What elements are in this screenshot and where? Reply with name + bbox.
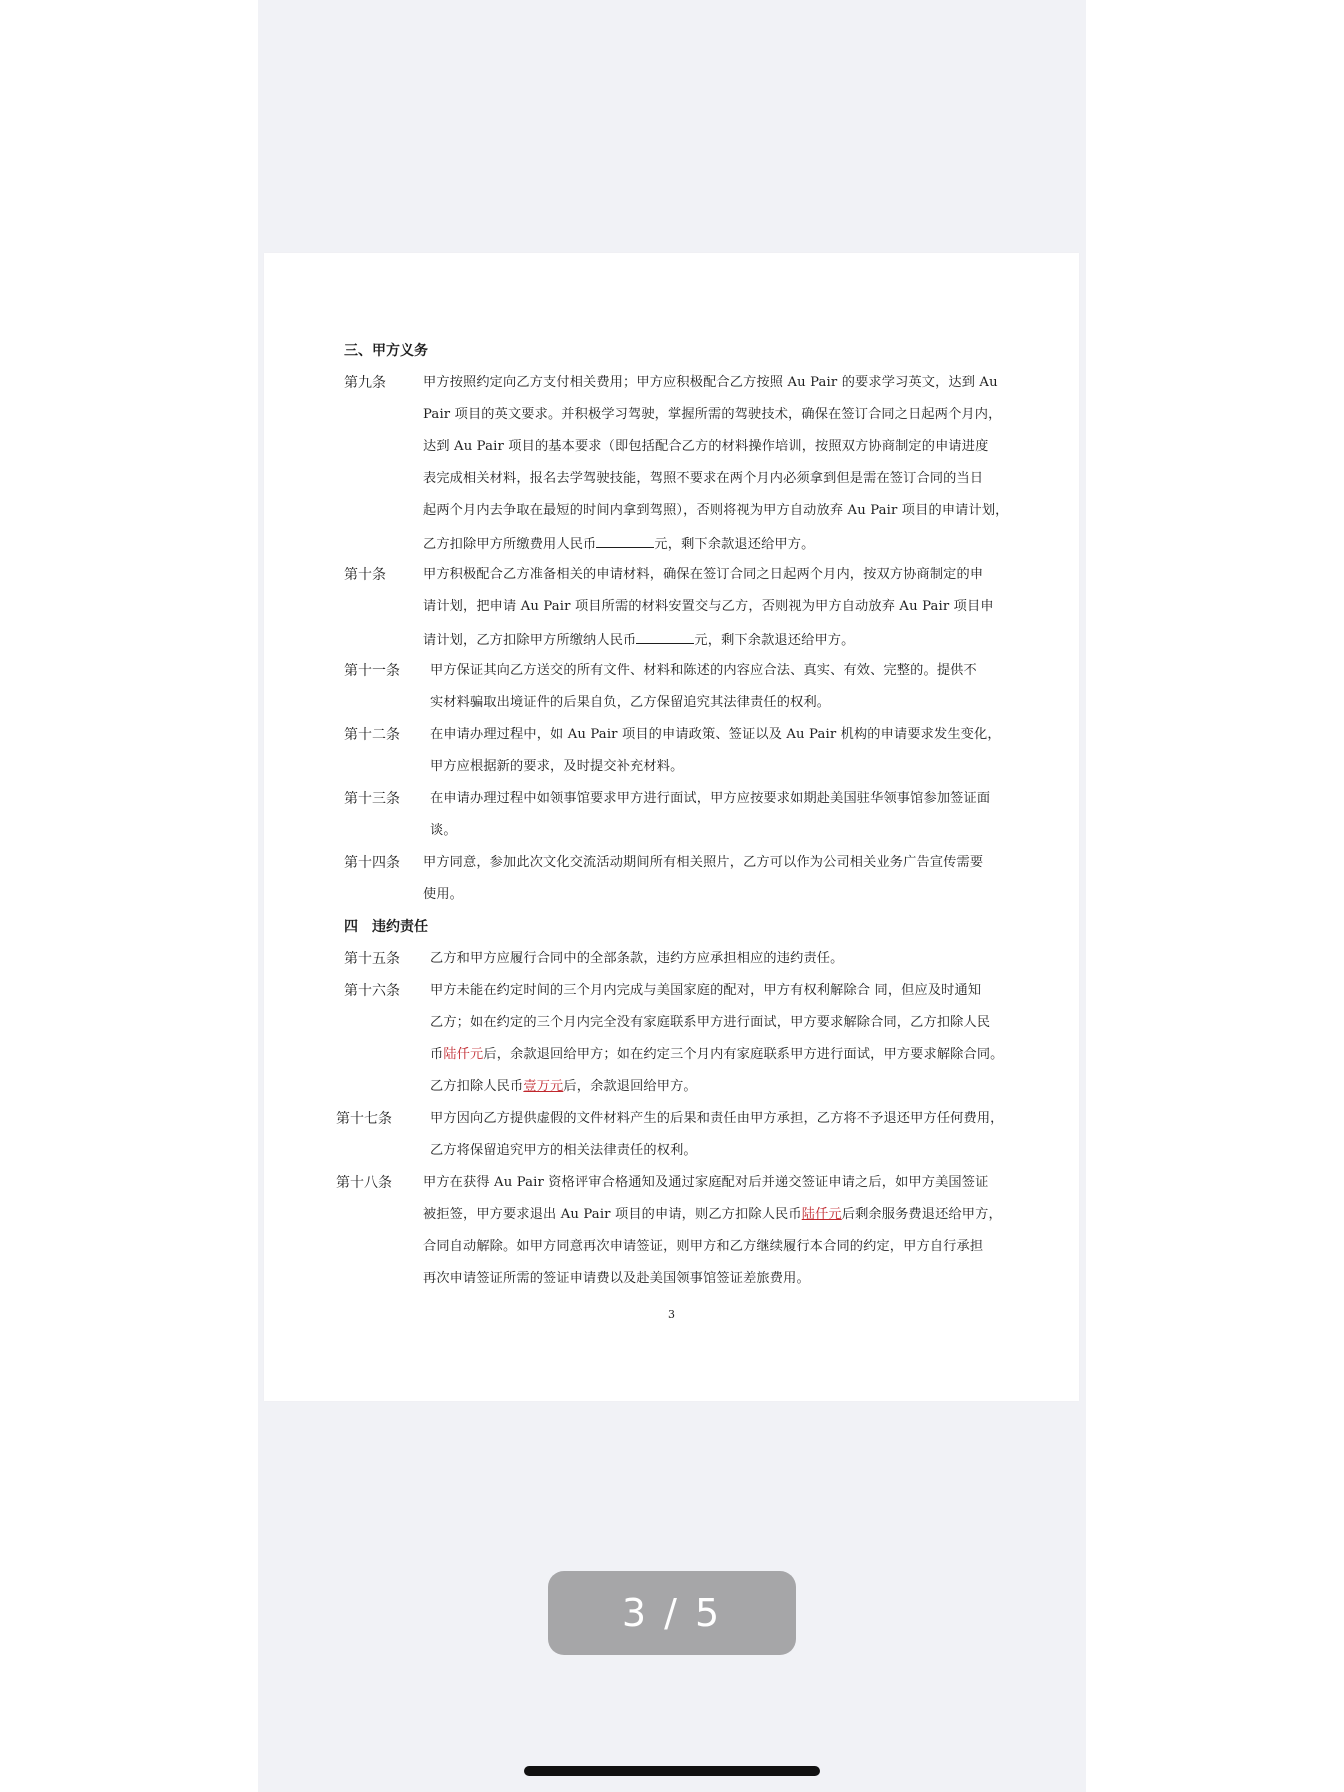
- clause-10-line-3-a: 请计划，乙方扣除甲方所缴纳人民币: [423, 633, 637, 648]
- clause-16-line-3-a: 币: [430, 1047, 444, 1062]
- highlighted-amount: 壹万元: [523, 1079, 564, 1094]
- clause-11-label: 第十一条: [344, 663, 400, 679]
- clause-16-label: 第十六条: [344, 983, 400, 999]
- clause-16-line-3-b: 后，余款退回给甲方；如在约定三个月内有家庭联系甲方进行面试，甲方要求解除合同。: [483, 1047, 1004, 1062]
- clause-16-line-3: [430, 1047, 1004, 1063]
- clause-9-line-2: Pair 项目的英文要求。并积极学习驾驶，掌握所需的驾驶技术，确保在签订合同之日起两个月内，: [423, 407, 1002, 422]
- clause-9-line-6-a: 乙方扣除甲方所缴费用人民币: [423, 537, 597, 552]
- clause-9-line-4: 表完成相关材料，报名去学驾驶技能，驾照不要求在两个月内必须拿到但是需在签订合同的当日: [423, 471, 984, 486]
- clause-10-line-3: [423, 631, 854, 649]
- clause-14-line-2: 使用。: [423, 887, 464, 902]
- clause-18-label: 第十八条: [336, 1175, 392, 1191]
- clause-16-line-2: 乙方；如在约定的三个月内完全没有家庭联系甲方进行面试，甲方要求解除合同，乙方扣除人民: [430, 1015, 991, 1030]
- clause-13-line-1: 在申请办理过程中如领事馆要求甲方进行面试，甲方应按要求如期赴美国驻华领事馆参加签证面: [430, 791, 991, 806]
- clause-18-line-4: 再次申请签证所需的签证申请费以及赴美国领事馆签证差旅费用。: [423, 1271, 810, 1286]
- clause-10-line-3-b: 元，剩下余款退还给甲方。: [694, 633, 855, 648]
- clause-9-label: 第九条: [344, 375, 386, 391]
- clause-9-line-5: 起两个月内去争取在最短的时间内拿到驾照），否则将视为甲方自动放弃 Au Pair 项目的申请计划，: [423, 503, 1009, 518]
- section-title-liability: 四 违约责任: [344, 919, 428, 935]
- clause-18-line-2-b: 后剩余服务费退还给甲方，: [841, 1207, 1002, 1222]
- home-indicator[interactable]: [524, 1766, 820, 1776]
- clause-16-line-4-a: 乙方扣除人民币: [430, 1079, 524, 1094]
- clause-11-line-1: 甲方保证其向乙方送交的所有文件、材料和陈述的内容应合法、真实、有效、完整的。提供不: [430, 663, 977, 678]
- clause-14-line-1: 甲方同意，参加此次文化交流活动期间所有相关照片，乙方可以作为公司相关业务广告宣传需要: [423, 855, 984, 870]
- page-indicator: 3 / 5: [548, 1571, 796, 1655]
- section-title-obligations: 三、甲方义务: [344, 343, 428, 359]
- clause-18-line-3: 合同自动解除。如甲方同意再次申请签证，则甲方和乙方继续履行本合同的约定，甲方自行承担: [423, 1239, 984, 1254]
- clause-17-label: 第十七条: [336, 1111, 392, 1127]
- clause-12-line-2: 甲方应根据新的要求，及时提交补充材料。: [430, 759, 684, 774]
- clause-10-label: 第十条: [344, 567, 386, 583]
- clause-9-line-6: [423, 535, 814, 553]
- highlighted-amount: 陆仟元: [443, 1047, 484, 1062]
- clause-16-line-4: [430, 1079, 697, 1095]
- clause-9-line-3: 达到 Au Pair 项目的基本要求（即包括配合乙方的材料操作培训，按照双方协商制定的申请进度: [423, 439, 989, 454]
- clause-9-line-6-b: 元，剩下余款退还给甲方。: [654, 537, 815, 552]
- clause-18-line-2: [423, 1207, 1002, 1223]
- clause-12-label: 第十二条: [344, 727, 400, 743]
- highlighted-amount: 陆仟元: [801, 1207, 842, 1222]
- clause-18-line-1: 甲方在获得 Au Pair 资格评审合格通知及通过家庭配对后并递交签证申请之后，如甲方美国签证: [423, 1175, 989, 1190]
- document-page: [264, 253, 1079, 1401]
- fill-in-blank: [596, 535, 654, 548]
- clause-11-line-2: 实材料骗取出境证件的后果自负，乙方保留追究其法律责任的权利。: [430, 695, 831, 710]
- clause-10-line-1: 甲方积极配合乙方准备相关的申请材料，确保在签订合同之日起两个月内，按双方协商制定的申: [423, 567, 984, 582]
- clause-17-line-2: 乙方将保留追究甲方的相关法律责任的权利。: [430, 1143, 697, 1158]
- clause-14-label: 第十四条: [344, 855, 400, 871]
- clause-13-label: 第十三条: [344, 791, 400, 807]
- clause-15-line-1: 乙方和甲方应履行合同中的全部条款，违约方应承担相应的违约责任。: [430, 951, 844, 966]
- clause-9-line-1: 甲方按照约定向乙方支付相关费用；甲方应积极配合乙方按照 Au Pair 的要求学习英文，达到 Au: [423, 375, 998, 390]
- page-number: 3: [668, 1308, 675, 1321]
- clause-13-line-2: 谈。: [430, 823, 457, 838]
- clause-17-line-1: 甲方因向乙方提供虚假的文件材料产生的后果和责任由甲方承担，乙方将不予退还甲方任何费用，: [430, 1111, 1004, 1126]
- clause-18-line-2-a: 被拒签，甲方要求退出 Au Pair 项目的申请，则乙方扣除人民币: [423, 1207, 802, 1222]
- clause-15-label: 第十五条: [344, 951, 400, 967]
- clause-12-line-1: 在申请办理过程中，如 Au Pair 项目的申请政策、签证以及 Au Pair 机构的申请要求发生变化，: [430, 727, 1001, 742]
- clause-10-line-2: 请计划，把申请 Au Pair 项目所需的材料安置交与乙方，否则视为甲方自动放弃 Au Pair 项目申: [423, 599, 994, 614]
- clause-16-line-4-b: 后，余款退回给甲方。: [563, 1079, 697, 1094]
- fill-in-blank: [636, 631, 694, 644]
- clause-16-line-1: 甲方未能在约定时间的三个月内完成与美国家庭的配对，甲方有权利解除合 同，但应及时通知: [430, 983, 982, 998]
